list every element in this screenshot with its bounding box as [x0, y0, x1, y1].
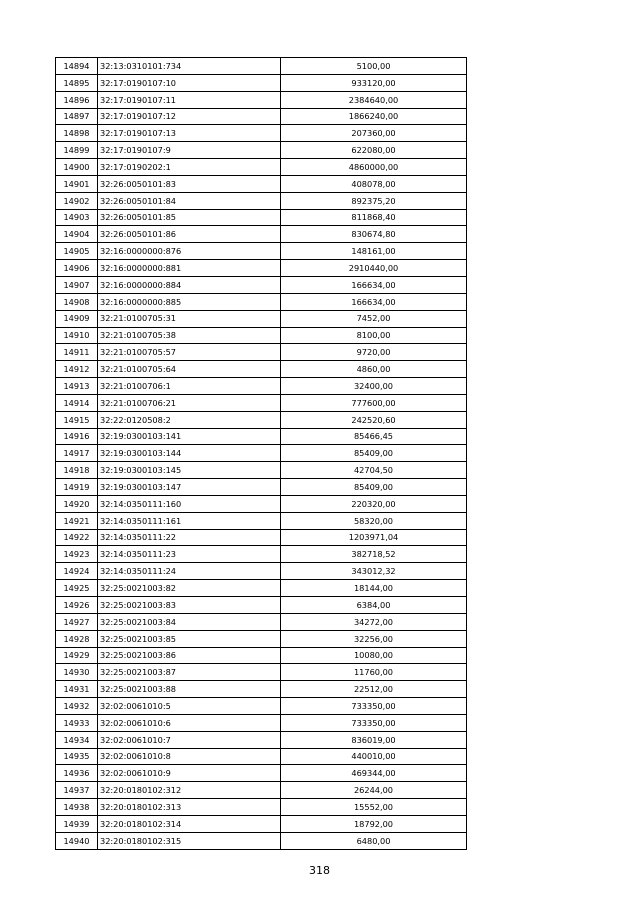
cadastral-number-cell: 32:02:0061010:9 [98, 765, 281, 782]
table-row [56, 765, 467, 782]
cadastral-number-cell: 32:17:0190107:12 [98, 108, 281, 125]
cadastral-value-cell: 11760,00 [281, 664, 467, 681]
table-row [56, 529, 467, 546]
cadastral-value-cell: 220320,00 [281, 495, 467, 512]
cadastral-value-cell: 6384,00 [281, 597, 467, 614]
row-number-cell: 14934 [56, 731, 98, 748]
cadastral-value-cell: 343012,32 [281, 563, 467, 580]
table-row [56, 91, 467, 108]
cadastral-value-table [55, 57, 467, 850]
row-number-cell: 14907 [56, 276, 98, 293]
cadastral-value-cell: 18792,00 [281, 815, 467, 832]
table-row [56, 74, 467, 91]
table-row [56, 260, 467, 277]
row-number-cell: 14906 [56, 260, 98, 277]
cadastral-number-cell: 32:14:0350111:22 [98, 529, 281, 546]
row-number-cell: 14930 [56, 664, 98, 681]
cadastral-number-cell: 32:25:0021003:85 [98, 630, 281, 647]
row-number-cell: 14915 [56, 411, 98, 428]
table-row [56, 327, 467, 344]
table-row [56, 748, 467, 765]
cadastral-value-cell: 469344,00 [281, 765, 467, 782]
cadastral-number-cell: 32:26:0050101:86 [98, 226, 281, 243]
cadastral-number-cell: 32:25:0021003:86 [98, 647, 281, 664]
cadastral-number-cell: 32:14:0350111:161 [98, 512, 281, 529]
row-number-cell: 14917 [56, 445, 98, 462]
cadastral-value-cell: 733350,00 [281, 698, 467, 715]
row-number-cell: 14916 [56, 428, 98, 445]
row-number-cell: 14903 [56, 209, 98, 226]
cadastral-number-cell: 32:21:0100706:21 [98, 394, 281, 411]
table-row [56, 209, 467, 226]
cadastral-value-cell: 7452,00 [281, 310, 467, 327]
cadastral-value-cell: 85466,45 [281, 428, 467, 445]
cadastral-number-cell: 32:13:0310101:734 [98, 58, 281, 75]
cadastral-number-cell: 32:16:0000000:876 [98, 243, 281, 260]
table-body [56, 58, 467, 850]
row-number-cell: 14936 [56, 765, 98, 782]
table-row [56, 731, 467, 748]
cadastral-number-cell: 32:25:0021003:88 [98, 681, 281, 698]
row-number-cell: 14895 [56, 74, 98, 91]
cadastral-value-cell: 166634,00 [281, 276, 467, 293]
cadastral-value-cell: 382718,52 [281, 546, 467, 563]
table-row [56, 479, 467, 496]
table-row [56, 344, 467, 361]
cadastral-number-cell: 32:02:0061010:7 [98, 731, 281, 748]
row-number-cell: 14912 [56, 361, 98, 378]
row-number-cell: 14939 [56, 815, 98, 832]
cadastral-number-cell: 32:16:0000000:884 [98, 276, 281, 293]
table-row [56, 394, 467, 411]
row-number-cell: 14923 [56, 546, 98, 563]
page-number: 318 [309, 864, 330, 877]
cadastral-value-cell: 18144,00 [281, 580, 467, 597]
table-row [56, 142, 467, 159]
cadastral-number-cell: 32:14:0350111:160 [98, 495, 281, 512]
cadastral-value-cell: 166634,00 [281, 293, 467, 310]
cadastral-value-cell: 1203971,04 [281, 529, 467, 546]
cadastral-number-cell: 32:25:0021003:87 [98, 664, 281, 681]
cadastral-value-cell: 34272,00 [281, 613, 467, 630]
cadastral-number-cell: 32:17:0190202:1 [98, 159, 281, 176]
row-number-cell: 14918 [56, 462, 98, 479]
cadastral-number-cell: 32:02:0061010:5 [98, 698, 281, 715]
cadastral-value-cell: 4860,00 [281, 361, 467, 378]
cadastral-value-cell: 733350,00 [281, 714, 467, 731]
cadastral-value-cell: 9720,00 [281, 344, 467, 361]
row-number-cell: 14900 [56, 159, 98, 176]
row-number-cell: 14901 [56, 175, 98, 192]
cadastral-number-cell: 32:14:0350111:23 [98, 546, 281, 563]
table-row [56, 647, 467, 664]
table-row [56, 243, 467, 260]
cadastral-number-cell: 32:22:0120508:2 [98, 411, 281, 428]
cadastral-value-cell: 15552,00 [281, 799, 467, 816]
table-row [56, 714, 467, 731]
table-row [56, 411, 467, 428]
table-row [56, 310, 467, 327]
row-number-cell: 14896 [56, 91, 98, 108]
table-row [56, 546, 467, 563]
cadastral-value-cell: 85409,00 [281, 479, 467, 496]
table-row [56, 832, 467, 849]
cadastral-number-cell: 32:26:0050101:85 [98, 209, 281, 226]
cadastral-value-cell: 10080,00 [281, 647, 467, 664]
cadastral-value-cell: 892375,20 [281, 192, 467, 209]
table-row [56, 613, 467, 630]
cadastral-number-cell: 32:19:0300103:141 [98, 428, 281, 445]
cadastral-value-cell: 811868,40 [281, 209, 467, 226]
cadastral-number-cell: 32:25:0021003:84 [98, 613, 281, 630]
cadastral-value-cell: 2910440,00 [281, 260, 467, 277]
cadastral-number-cell: 32:25:0021003:82 [98, 580, 281, 597]
row-number-cell: 14931 [56, 681, 98, 698]
cadastral-value-cell: 622080,00 [281, 142, 467, 159]
cadastral-number-cell: 32:17:0190107:10 [98, 74, 281, 91]
table-row [56, 597, 467, 614]
table-row [56, 361, 467, 378]
row-number-cell: 14933 [56, 714, 98, 731]
cadastral-value-cell: 42704,50 [281, 462, 467, 479]
row-number-cell: 14938 [56, 799, 98, 816]
row-number-cell: 14913 [56, 378, 98, 395]
row-number-cell: 14902 [56, 192, 98, 209]
row-number-cell: 14927 [56, 613, 98, 630]
table-row [56, 175, 467, 192]
row-number-cell: 14922 [56, 529, 98, 546]
table-row [56, 276, 467, 293]
table-row [56, 462, 467, 479]
cadastral-value-cell: 58320,00 [281, 512, 467, 529]
cadastral-number-cell: 32:20:0180102:314 [98, 815, 281, 832]
cadastral-value-cell: 242520,60 [281, 411, 467, 428]
table-row [56, 445, 467, 462]
row-number-cell: 14919 [56, 479, 98, 496]
row-number-cell: 14894 [56, 58, 98, 75]
table-row [56, 293, 467, 310]
cadastral-value-cell: 207360,00 [281, 125, 467, 142]
table-row [56, 378, 467, 395]
cadastral-number-cell: 32:02:0061010:8 [98, 748, 281, 765]
cadastral-value-cell: 777600,00 [281, 394, 467, 411]
cadastral-number-cell: 32:26:0050101:83 [98, 175, 281, 192]
row-number-cell: 14911 [56, 344, 98, 361]
cadastral-number-cell: 32:19:0300103:144 [98, 445, 281, 462]
row-number-cell: 14897 [56, 108, 98, 125]
row-number-cell: 14908 [56, 293, 98, 310]
cadastral-number-cell: 32:20:0180102:312 [98, 782, 281, 799]
table-row [56, 428, 467, 445]
row-number-cell: 14921 [56, 512, 98, 529]
cadastral-number-cell: 32:17:0190107:9 [98, 142, 281, 159]
row-number-cell: 14935 [56, 748, 98, 765]
table-row [56, 512, 467, 529]
cadastral-number-cell: 32:16:0000000:885 [98, 293, 281, 310]
table-row [56, 226, 467, 243]
cadastral-value-cell: 408078,00 [281, 175, 467, 192]
table-row [56, 681, 467, 698]
row-number-cell: 14909 [56, 310, 98, 327]
table-row [56, 58, 467, 75]
row-number-cell: 14926 [56, 597, 98, 614]
cadastral-value-cell: 26244,00 [281, 782, 467, 799]
cadastral-value-cell: 830674,80 [281, 226, 467, 243]
cadastral-number-cell: 32:21:0100705:31 [98, 310, 281, 327]
cadastral-value-cell: 148161,00 [281, 243, 467, 260]
table-row [56, 495, 467, 512]
row-number-cell: 14924 [56, 563, 98, 580]
row-number-cell: 14914 [56, 394, 98, 411]
cadastral-value-cell: 5100,00 [281, 58, 467, 75]
cadastral-value-cell: 1866240,00 [281, 108, 467, 125]
cadastral-number-cell: 32:25:0021003:83 [98, 597, 281, 614]
row-number-cell: 14937 [56, 782, 98, 799]
cadastral-number-cell: 32:17:0190107:13 [98, 125, 281, 142]
row-number-cell: 14928 [56, 630, 98, 647]
table-row [56, 815, 467, 832]
cadastral-number-cell: 32:16:0000000:881 [98, 260, 281, 277]
table-row [56, 192, 467, 209]
cadastral-value-cell: 836019,00 [281, 731, 467, 748]
cadastral-number-cell: 32:20:0180102:315 [98, 832, 281, 849]
cadastral-number-cell: 32:21:0100706:1 [98, 378, 281, 395]
cadastral-number-cell: 32:17:0190107:11 [98, 91, 281, 108]
cadastral-number-cell: 32:02:0061010:6 [98, 714, 281, 731]
cadastral-number-cell: 32:21:0100705:57 [98, 344, 281, 361]
cadastral-number-cell: 32:19:0300103:147 [98, 479, 281, 496]
cadastral-value-cell: 440010,00 [281, 748, 467, 765]
cadastral-value-cell: 85409,00 [281, 445, 467, 462]
cadastral-value-cell: 32256,00 [281, 630, 467, 647]
row-number-cell: 14920 [56, 495, 98, 512]
row-number-cell: 14904 [56, 226, 98, 243]
row-number-cell: 14925 [56, 580, 98, 597]
row-number-cell: 14940 [56, 832, 98, 849]
cadastral-number-cell: 32:21:0100705:64 [98, 361, 281, 378]
cadastral-value-cell: 6480,00 [281, 832, 467, 849]
row-number-cell: 14905 [56, 243, 98, 260]
row-number-cell: 14932 [56, 698, 98, 715]
row-number-cell: 14898 [56, 125, 98, 142]
table-row [56, 698, 467, 715]
cadastral-value-cell: 32400,00 [281, 378, 467, 395]
cadastral-number-cell: 32:19:0300103:145 [98, 462, 281, 479]
cadastral-value-cell: 933120,00 [281, 74, 467, 91]
table-row [56, 782, 467, 799]
cadastral-number-cell: 32:20:0180102:313 [98, 799, 281, 816]
table-row [56, 563, 467, 580]
table-row [56, 159, 467, 176]
cadastral-value-cell: 2384640,00 [281, 91, 467, 108]
row-number-cell: 14910 [56, 327, 98, 344]
cadastral-number-cell: 32:26:0050101:84 [98, 192, 281, 209]
table-row [56, 580, 467, 597]
table-row [56, 664, 467, 681]
table-row [56, 799, 467, 816]
row-number-cell: 14929 [56, 647, 98, 664]
cadastral-value-cell: 22512,00 [281, 681, 467, 698]
table-row [56, 630, 467, 647]
table-row [56, 108, 467, 125]
cadastral-number-cell: 32:14:0350111:24 [98, 563, 281, 580]
table-row [56, 125, 467, 142]
cadastral-number-cell: 32:21:0100705:38 [98, 327, 281, 344]
cadastral-value-cell: 4860000,00 [281, 159, 467, 176]
row-number-cell: 14899 [56, 142, 98, 159]
cadastral-value-cell: 8100,00 [281, 327, 467, 344]
